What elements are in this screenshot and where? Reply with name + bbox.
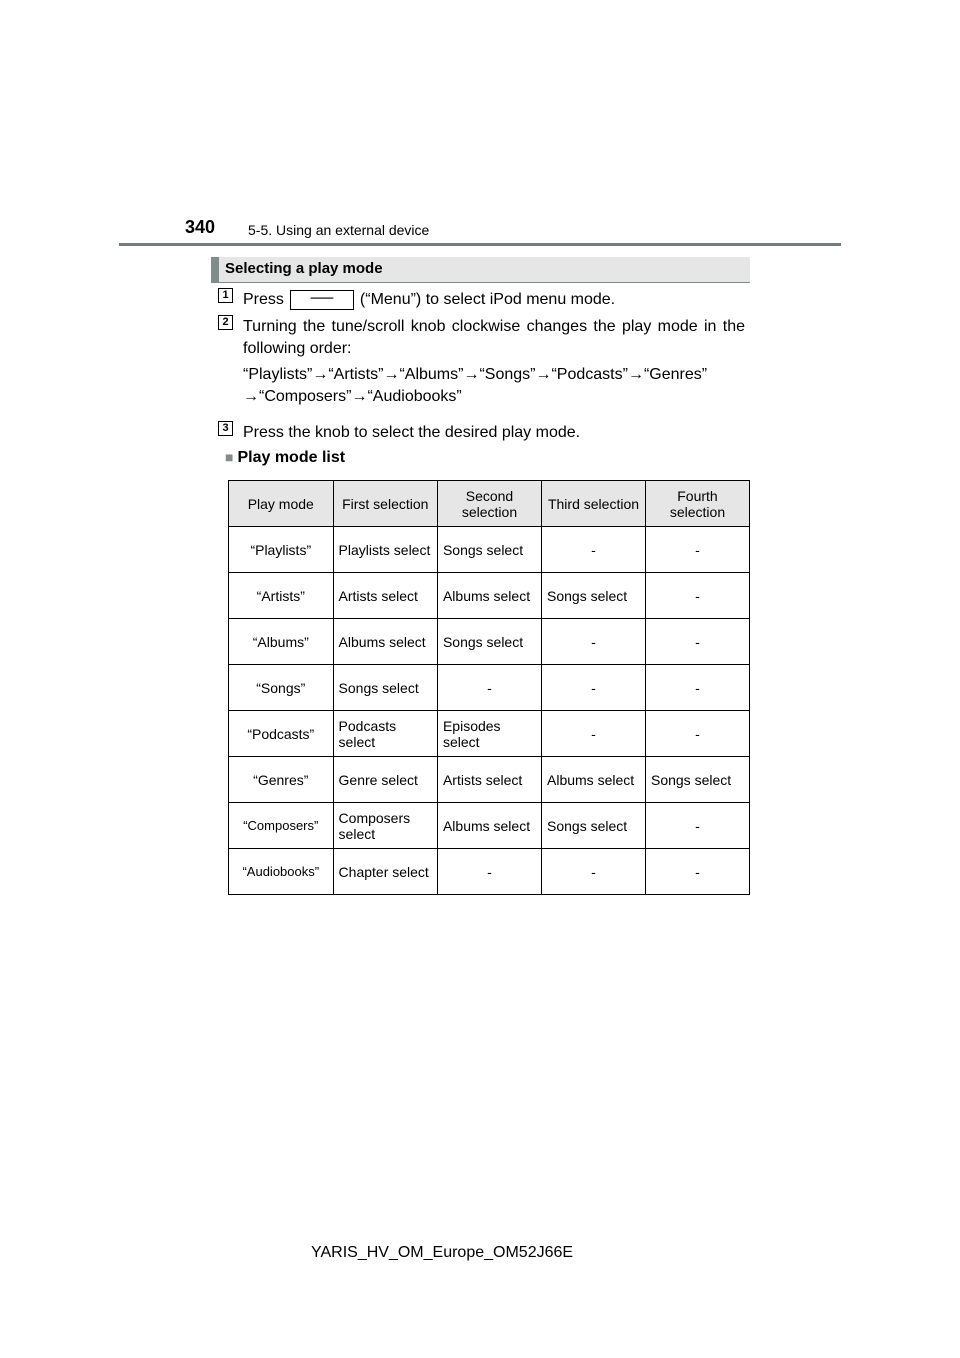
table-header: Third selection xyxy=(542,481,646,527)
table-row xyxy=(229,573,750,619)
step-1-text-after: (“Menu”) to select iPod menu mode. xyxy=(359,291,616,308)
step-1-text-before: Press xyxy=(243,291,284,308)
table-cell: - xyxy=(645,803,749,849)
table-cell: Songs select xyxy=(437,619,541,665)
step-number-3: 3 xyxy=(218,421,233,436)
table-cell: Artists select xyxy=(437,757,541,803)
table-cell: - xyxy=(645,711,749,757)
menu-button-icon: ── xyxy=(290,290,354,310)
table-header-row xyxy=(229,481,750,527)
table-cell: - xyxy=(542,665,646,711)
step-1-text xyxy=(243,289,615,311)
play-mode-table xyxy=(228,480,750,895)
subheading-label: Play mode list xyxy=(237,449,346,466)
section-title: Selecting a play mode xyxy=(225,260,383,277)
table-cell: - xyxy=(542,527,646,573)
table-cell: Songs select xyxy=(645,757,749,803)
table-cell: Songs select xyxy=(542,803,646,849)
page-number: 340 xyxy=(185,217,216,237)
table-cell: “Podcasts” xyxy=(229,711,334,757)
table-cell: - xyxy=(542,849,646,895)
table-header: Fourth selection xyxy=(645,481,749,527)
table-header: Second selection xyxy=(437,481,541,527)
table-cell: - xyxy=(645,665,749,711)
table-cell: - xyxy=(645,573,749,619)
table-cell: “Songs” xyxy=(229,665,334,711)
table-row xyxy=(229,849,750,895)
table-cell: - xyxy=(645,849,749,895)
table-cell: Songs select xyxy=(437,527,541,573)
table-row xyxy=(229,665,750,711)
table-cell: “Composers” xyxy=(229,803,334,849)
header-rule xyxy=(119,243,841,246)
table-cell: Episodes select xyxy=(437,711,541,757)
table-cell: Albums select xyxy=(542,757,646,803)
table-cell: Chapter select xyxy=(333,849,437,895)
step-number-1: 1 xyxy=(218,288,233,303)
square-bullet-icon: ■ xyxy=(225,449,234,465)
table-cell: Songs select xyxy=(542,573,646,619)
step-2-text: Turning the tune/scroll knob clockwise changes the play mode in the following order: xyxy=(243,318,745,357)
table-row xyxy=(229,711,750,757)
table-row xyxy=(229,527,750,573)
table-cell: Playlists select xyxy=(333,527,437,573)
section-title-bar xyxy=(211,257,750,283)
table-cell: - xyxy=(542,619,646,665)
table-row xyxy=(229,757,750,803)
play-order-line-1: “Playlists”→“Artists”→“Albums”→“Songs”→“Podcasts”→“Genres” xyxy=(243,366,708,383)
table-cell: Albums select xyxy=(437,803,541,849)
table-cell: Albums select xyxy=(333,619,437,665)
table-cell: Composers select xyxy=(333,803,437,849)
table-cell: “Playlists” xyxy=(229,527,334,573)
table-cell: - xyxy=(437,665,541,711)
table-cell: “Audiobooks” xyxy=(229,849,334,895)
table-cell: Podcasts select xyxy=(333,711,437,757)
table-cell: - xyxy=(645,619,749,665)
table-cell: Songs select xyxy=(333,665,437,711)
table-cell: “Artists” xyxy=(229,573,334,619)
table-cell: “Albums” xyxy=(229,619,334,665)
table-cell: - xyxy=(645,527,749,573)
table-cell: - xyxy=(437,849,541,895)
table-header: Play mode xyxy=(229,481,334,527)
table-cell: Artists select xyxy=(333,573,437,619)
table-row xyxy=(229,619,750,665)
table-cell: - xyxy=(542,711,646,757)
table-cell: Albums select xyxy=(437,573,541,619)
running-head: 5-5. Using an external device xyxy=(248,222,430,238)
table-header: First selection xyxy=(333,481,437,527)
step-3-text: Press the knob to select the desired play mode. xyxy=(243,424,581,441)
table-cell: Genre select xyxy=(333,757,437,803)
subheading xyxy=(225,449,345,467)
footer-doc-id: YARIS_HV_OM_Europe_OM52J66E xyxy=(311,1244,574,1261)
table-cell: “Genres” xyxy=(229,757,334,803)
step-number-2: 2 xyxy=(218,315,233,330)
play-order-line-2: →“Composers”→“Audiobooks” xyxy=(243,388,462,405)
table-row xyxy=(229,803,750,849)
